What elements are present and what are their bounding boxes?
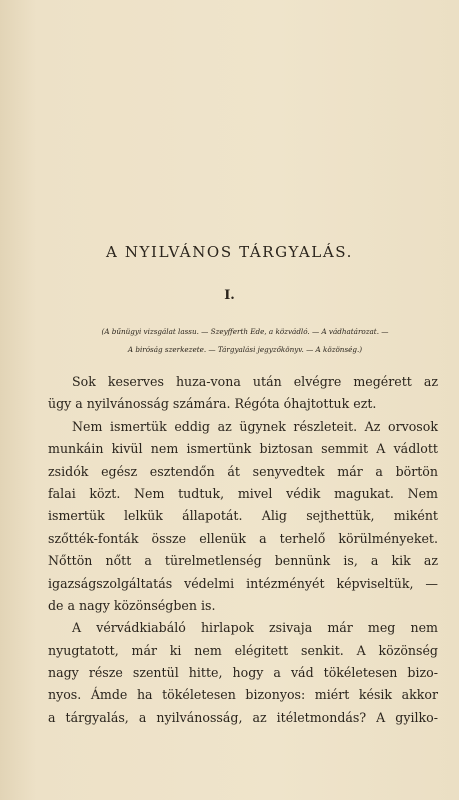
- text-line: zsidók egész esztendőn át senyvedtek már a börtön: [48, 463, 438, 479]
- text-line: szőtték-fonták össze ellenük a terhelő körülményeket.: [48, 530, 438, 546]
- text-line: ismertük lelkük állapotát. Alig sejthettük, miként: [48, 508, 438, 524]
- text-line: Nőttön nőtt a türelmetlenség bennünk is, a kik az: [48, 553, 438, 569]
- section-number: I.: [224, 288, 235, 303]
- text-line: nyugtatott, már ki nem elégitett senkit. A közönség: [48, 642, 438, 658]
- chapter-title: A NYILVÁNOS TÁRGYALÁS.: [106, 243, 353, 261]
- text-line: nyos. Ámde ha tökéletesen bizonyos: miért késik akkor: [48, 687, 438, 703]
- summary-line: (A bűnügyi vizsgálat lassu. — Szeyfferth Ede, a közvádló. — A vádhatározat. —: [101, 327, 389, 336]
- text-line: Sok keserves huza-vona után elvégre megérett az: [72, 374, 438, 389]
- body-text: [48, 371, 438, 729]
- text-line: nagy része szentül hitte, hogy a vád tökéletesen bizo-: [48, 665, 438, 681]
- text-line: de a nagy közönségben is.: [48, 597, 216, 613]
- text-line: Nem ismertük eddig az ügynek részleteit. Az orvosok: [72, 418, 438, 434]
- text-line: munkáin kivül nem ismertünk biztosan semmit A vádlott: [48, 441, 438, 457]
- text-line: ügy a nyilvánosság számára. Régóta óhajtottuk ezt.: [48, 396, 377, 412]
- text-line: A vérvádkiabáló hirlapok zsivaja már meg nem: [72, 620, 438, 636]
- text-line: igazságszolgáltatás védelmi intézményét képviseltük, —: [48, 575, 438, 591]
- summary-line: A biróság szerkezete. — Tárgyalási jegyzőkönyv. — A közönség.): [127, 345, 363, 354]
- text-line: a tárgyalás, a nyilvánosság, az itéletmondás? A gyilko-: [48, 709, 438, 725]
- chapter-summary: [50, 323, 440, 359]
- text-line: falai közt. Nem tudtuk, mivel védik magukat. Nem: [48, 485, 438, 501]
